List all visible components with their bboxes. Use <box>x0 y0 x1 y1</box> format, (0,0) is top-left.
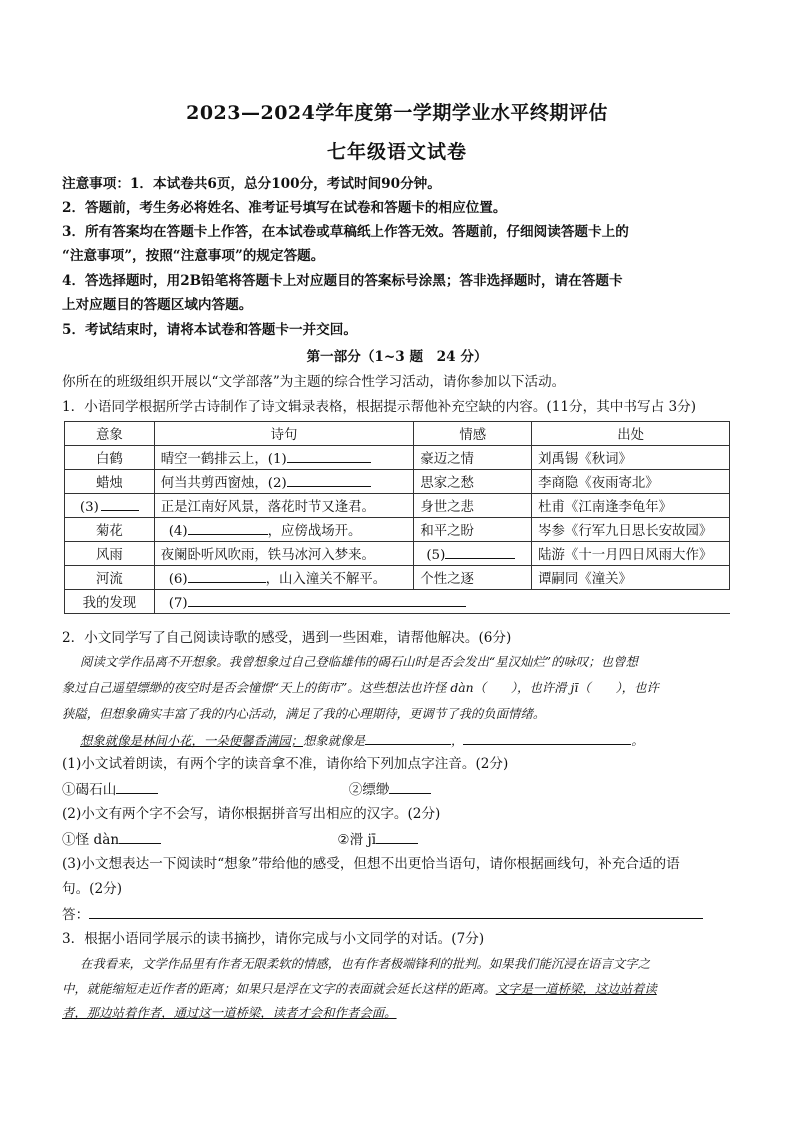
discovery-label: 我的发现 <box>65 590 155 614</box>
exam-title: 2023—2024学年度第一学期学业水平终期评估 <box>186 102 608 124</box>
emotion-cell: 和平之盼 <box>414 518 532 542</box>
table-row <box>65 494 730 518</box>
answer-line <box>62 905 734 924</box>
part-heading: 第一部分（1~3 题 24 分） <box>306 349 488 365</box>
underlined-sentence: 者，那边站着作者，通过这一道桥梁，读者才会和作者会面。 <box>62 1005 397 1020</box>
poem-text: 何当共剪西窗烛，(2) <box>160 476 287 491</box>
answer-blank[interactable] <box>376 830 418 844</box>
table-row <box>65 470 730 494</box>
emotion-blank-label: (5) <box>426 547 446 563</box>
poem-blank-label: (6) <box>168 572 188 587</box>
emotion-cell: 个性之逐 <box>414 566 532 590</box>
notice-item: 4．答选择题时，用2B铅笔将答题卡上对应题目的答案标号涂黑；答非选择题时，请在答题卡 <box>62 273 623 289</box>
underlined-sentence: 文字是一道桥梁，这边站着读 <box>495 981 657 996</box>
discovery-blank-label: (7) <box>168 595 188 611</box>
header-cell: 诗句 <box>154 422 414 446</box>
image-blank-label: (3) <box>79 499 99 515</box>
table-row <box>65 590 730 614</box>
poem-text: ，应傍战场开。 <box>267 524 362 539</box>
sub-item: ②滑 jī <box>337 832 377 848</box>
q3-passage-line <box>62 980 734 998</box>
image-cell: 菊花 <box>65 518 155 542</box>
q2-underlined-line: 想象就像是林间小花，一朵便馨香满园；想象就像是 ， 。 <box>80 733 644 748</box>
exam-subtitle: 七年级语文试卷 <box>326 141 467 163</box>
underlined-sentence: 想象就像是林间小花，一朵便馨香满园； <box>80 733 304 748</box>
source-cell: 李商隐《夜雨寄北》 <box>532 470 730 494</box>
answer-blank[interactable] <box>365 731 451 745</box>
poem-cell <box>154 566 414 590</box>
notice-item: 上对应题目的答题区域内答题。 <box>62 297 253 313</box>
q2-sub3-cont: 句。(2分) <box>62 881 123 897</box>
poem-cell <box>154 446 414 470</box>
q2-passage-line: 象过自己遥望缥缈的夜空时是否会憧憬“天上的街市”。这些想法也许怪 dàn（ ），也许滑 jī（ ），也许 <box>62 680 659 695</box>
image-cell: 白鹤 <box>65 446 155 470</box>
answer-blank[interactable] <box>463 731 631 745</box>
source-cell: 岑参《行军九日思长安故园》 <box>532 518 730 542</box>
q3-passage-line: 在我看来，文学作品里有作者无限柔软的情感，也有作者极端锋利的批判。如果我们能沉浸在语言文字之 <box>80 956 650 971</box>
q3-stem: 3．根据小语同学展示的读书摘抄，请你完成与小文同学的对话。(7分) <box>62 931 485 947</box>
underlined-lead: 想象就像是 <box>303 733 365 748</box>
notice-item: 3．所有答案均在答题卡上作答，在本试卷或草稿纸上作答无效。答题前，仔细阅读答题卡上的 <box>62 224 629 240</box>
emotion-cell: 思家之愁 <box>414 470 532 494</box>
q2-sub1: (1)小文试着朗读，有两个字的读音拿不准，请你给下列加点字注音。(2分) <box>62 756 509 772</box>
poem-text: 晴空一鹤排云上，(1) <box>160 452 287 467</box>
answer-blank[interactable] <box>101 497 139 511</box>
answer-blank[interactable] <box>119 830 161 844</box>
q2-passage-line: 狭隘，但想象确实丰富了我的内心活动，满足了我的心理期待，更调节了我的负面情绪。 <box>62 706 546 721</box>
sub-item: ①怪 dàn <box>62 832 120 848</box>
poem-cell: 夜阑卧听风吹雨，铁马冰河入梦来。 <box>154 542 414 566</box>
poem-table <box>64 421 730 614</box>
image-cell: 河流 <box>65 566 155 590</box>
sub-item: ①碣石山 <box>62 782 117 798</box>
image-cell: 蜡烛 <box>65 470 155 494</box>
poem-cell: 正是江南好风景，落花时节又逢君。 <box>154 494 414 518</box>
answer-blank[interactable] <box>188 569 266 583</box>
table-header-row <box>65 422 730 446</box>
passage-text: 中，就能缩短走近作者的距离；如果只是浮在文字的表面就会延长这样的距离。 <box>62 981 496 996</box>
poem-text: ，山入潼关不解平。 <box>265 572 387 587</box>
source-cell: 杜甫《江南逢李龟年》 <box>532 494 730 518</box>
q2-passage-line: 阅读文学作品离不开想象。我曾想象过自己登临雄伟的碣石山时是否会发出“星汉灿烂”的咏叹；也曾想 <box>80 654 638 669</box>
notice-item: 5．考试结束时，请将本试卷和答题卡一并交回。 <box>62 322 357 338</box>
answer-blank[interactable] <box>188 593 466 607</box>
answer-blank[interactable] <box>116 780 158 794</box>
answer-blank[interactable] <box>445 545 515 559</box>
sub-item: ②缥缈 <box>348 782 390 798</box>
poem-blank-label: (4) <box>168 524 188 539</box>
q3-passage-line <box>62 1004 734 1022</box>
poem-cell <box>154 518 414 542</box>
image-cell: 风雨 <box>65 542 155 566</box>
activity-intro: 你所在的班级组织开展以“文学部落”为主题的综合性学习活动，请你参加以下活动。 <box>62 374 566 390</box>
emotion-cell: 身世之悲 <box>414 494 532 518</box>
header-cell: 出处 <box>532 422 730 446</box>
image-cell <box>65 494 155 518</box>
notice-item: “注意事项”，按照“注意事项”的规定答题。 <box>62 248 325 264</box>
table-row <box>65 566 730 590</box>
table-row <box>65 446 730 470</box>
answer-blank[interactable] <box>89 905 703 919</box>
answer-label: 答： <box>62 907 90 923</box>
answer-blank[interactable] <box>389 780 431 794</box>
discovery-cell <box>154 590 729 614</box>
source-cell: 刘禹锡《秋词》 <box>532 446 730 470</box>
header-cell: 意象 <box>65 422 155 446</box>
answer-blank[interactable] <box>188 521 268 535</box>
poem-cell <box>154 470 414 494</box>
answer-blank[interactable] <box>287 473 371 487</box>
q2-sub2-items <box>62 830 734 849</box>
source-cell: 陆游《十一月四日风雨大作》 <box>532 542 730 566</box>
notice-line-1 <box>62 175 734 193</box>
notice-item: 2．答题前，考生务必将姓名、准考证号填写在试卷和答题卡的相应位置。 <box>62 200 507 216</box>
q1-stem: 1．小语同学根据所学古诗制作了诗文辑录表格，根据提示帮他补充空缺的内容。(11分，其中书写占 3分) <box>62 399 697 415</box>
q2-sub2: (2)小文有两个字不会写，请你根据拼音写出相应的汉字。(2分) <box>62 806 441 822</box>
emotion-cell: 豪迈之情 <box>414 446 532 470</box>
notice-item: 1．本试卷共6页，总分100分，考试时间90分钟。 <box>129 176 441 192</box>
q2-sub3: (3)小文想表达一下阅读时“想象”带给他的感受，但想不出更恰当语句，请你根据画线句，补充合适的语 <box>62 856 680 872</box>
q2-sub1-items <box>62 780 734 799</box>
q2-stem: 2．小文同学写了自己阅读诗歌的感受，遇到一些困难，请帮他解决。(6分) <box>62 630 512 646</box>
notice-lead: 注意事项： <box>62 176 130 192</box>
table-row <box>65 542 730 566</box>
table-row <box>65 518 730 542</box>
source-cell: 谭嗣同《潼关》 <box>532 566 730 590</box>
header-cell: 情感 <box>414 422 532 446</box>
emotion-cell <box>414 542 532 566</box>
answer-blank[interactable] <box>287 449 371 463</box>
